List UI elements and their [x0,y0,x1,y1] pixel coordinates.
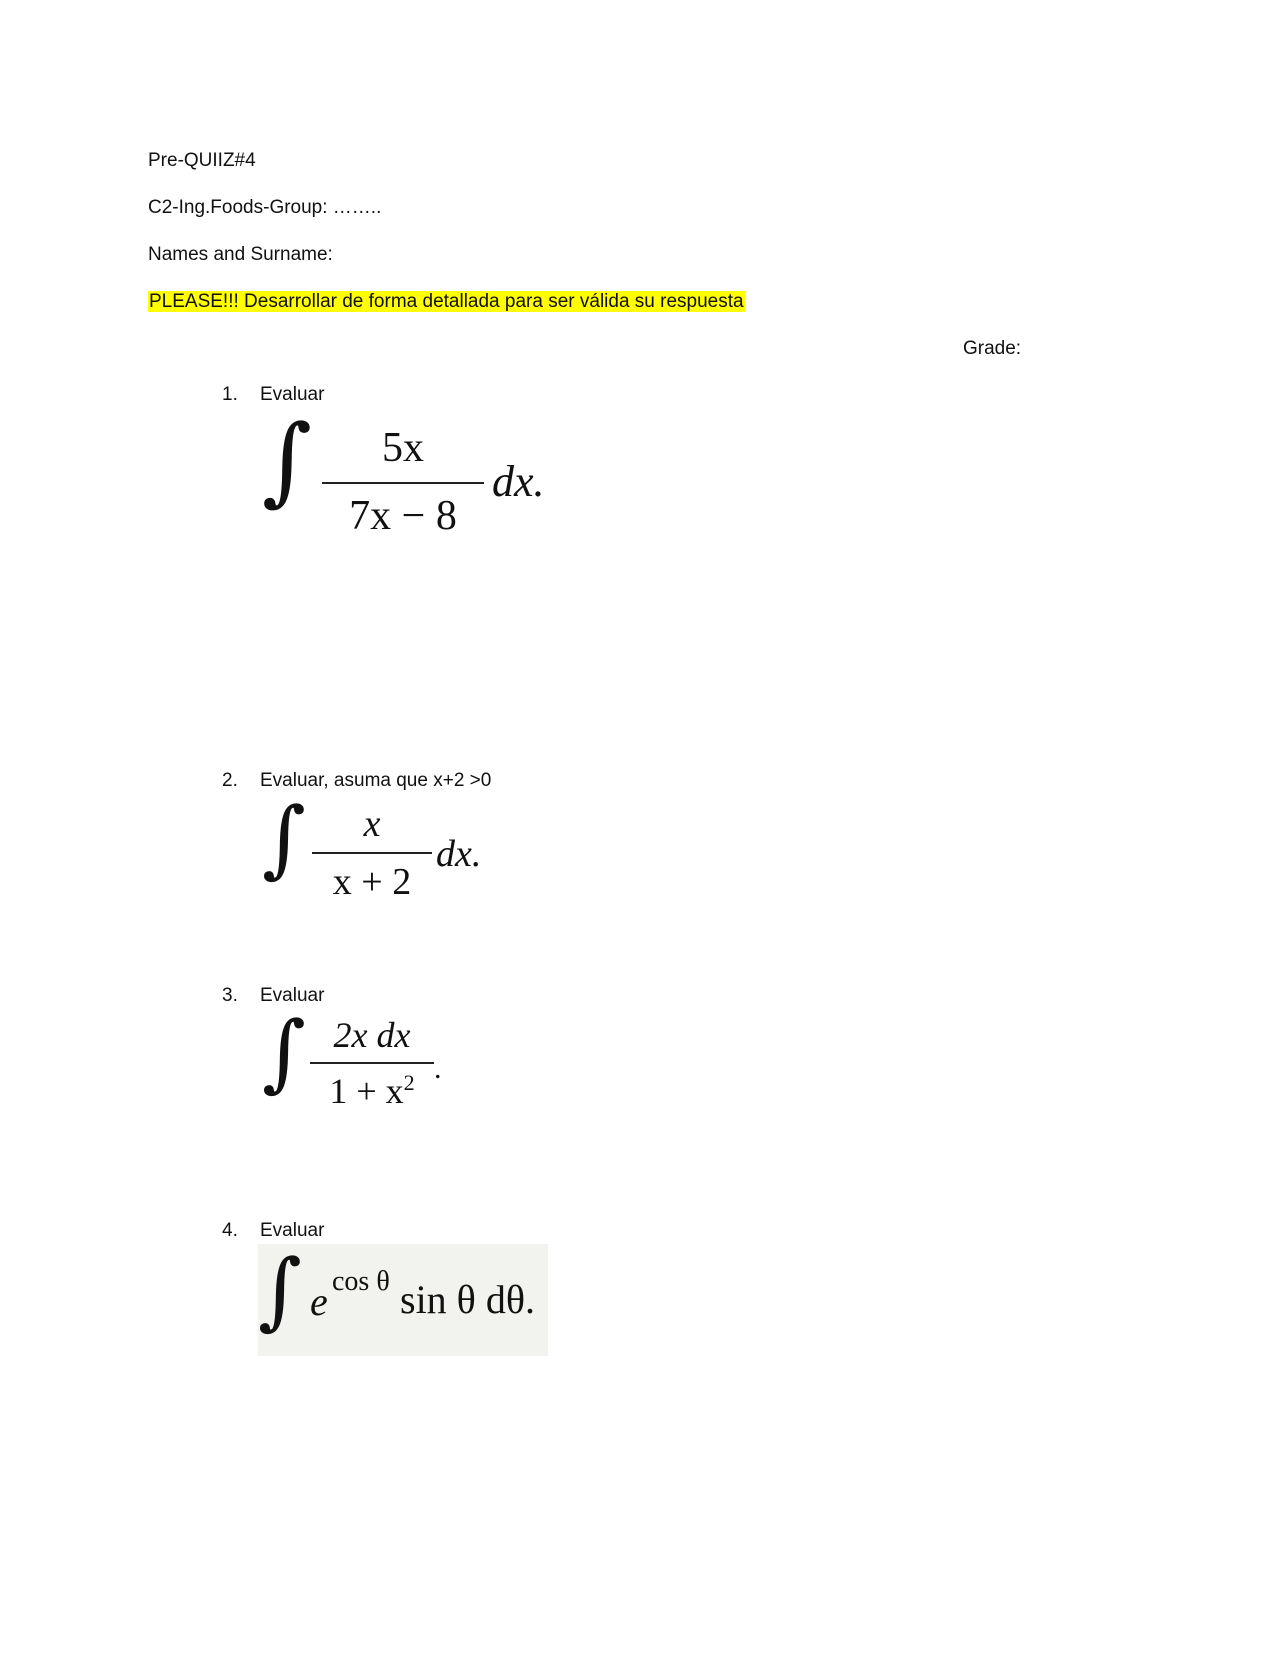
group-line: C2-Ing.Foods-Group: …….. [148,197,382,218]
question-4-prompt: Evaluar [260,1220,325,1241]
fraction-bar [310,1062,434,1064]
denominator: 7x − 8 [349,493,457,539]
fraction [312,798,432,908]
exponent: 2 [403,1070,415,1095]
question-4-integral [258,1241,548,1356]
grade-label: Grade: [963,338,1022,359]
names-line: Names and Surname: [148,244,333,265]
instruction-line [148,289,745,315]
integral-sign: ∫ [258,1241,302,1339]
numerator: x [363,803,381,845]
question-2-prompt: Evaluar, asuma que x+2 >0 [260,770,492,791]
trailing-period: . [434,1052,442,1085]
numerator: 2x dx [333,1015,411,1055]
question-1-integral [262,404,562,556]
instruction-highlight: PLEASE!!! Desarrollar de forma detallada para ser válida su respuesta [149,291,744,312]
fraction-bar [322,482,484,484]
question-3-prompt: Evaluar [260,985,325,1006]
integral-sign: ∫ [262,404,313,516]
numerator: 5x [382,425,424,471]
exponential-base: e [310,1279,328,1324]
integral-sign: ∫ [262,789,306,887]
integral-sign: ∫ [262,1003,306,1101]
denominator: $1 + x^2$ [329,1070,415,1111]
fraction [310,1012,434,1122]
quiz-title: Pre-QUIIZ#4 [148,150,256,171]
differential: dx. [436,833,482,875]
integrand-rest: sin θ dθ. [400,1277,535,1322]
question-1-prompt: Evaluar [260,384,325,405]
denominator: x + 2 [332,861,412,903]
exponential-power: cos θ [332,1266,390,1297]
question-4-number: 4. [222,1220,238,1241]
question-2-number: 2. [222,770,238,791]
differential: dx. [492,457,545,506]
fraction [322,416,484,546]
question-3-number: 3. [222,985,238,1006]
question-2-integral [262,789,502,908]
question-1-number: 1. [222,384,238,405]
question-3-integral [262,1003,462,1122]
fraction-bar [312,852,432,854]
